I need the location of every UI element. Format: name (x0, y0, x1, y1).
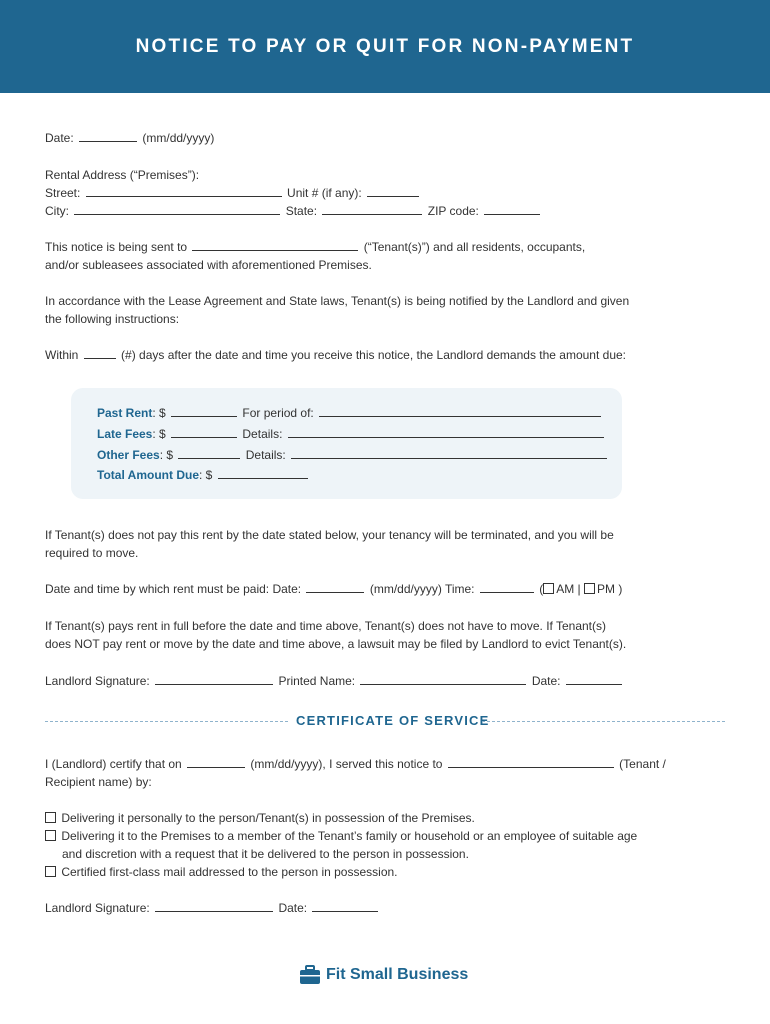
late-fees-details-field[interactable] (288, 425, 604, 438)
late-fees-row (97, 425, 606, 443)
past-rent-dollar: : $ (152, 406, 166, 420)
date-format: (mm/dd/yyyy) (142, 131, 215, 145)
within-suffix: (#) days after the date and time you receive this notice, the Landlord demands the amount due: (121, 348, 627, 362)
other-fees-field[interactable] (178, 446, 240, 459)
notice-suffix: (“Tenant(s)”) and all residents, occupants, (363, 240, 586, 254)
certificate-line-1 (45, 755, 666, 773)
notice-prefix: This notice is being sent to (45, 240, 188, 254)
service-option-1 (45, 809, 475, 827)
brand-logo (299, 965, 468, 985)
late-fees-field[interactable] (171, 425, 237, 438)
am-checkbox[interactable] (543, 583, 554, 594)
paren-open: ( (539, 582, 544, 596)
address-heading: Rental Address (“Premises”): (45, 168, 200, 182)
state-label: State: (285, 204, 318, 218)
unit-label: Unit # (if any): (287, 186, 362, 200)
certified-mail-checkbox[interactable] (45, 866, 56, 877)
late-fees-details-label: Details: (242, 427, 283, 441)
within-prefix: Within (45, 348, 79, 362)
state-field[interactable] (322, 202, 422, 215)
service-option-2-label: Delivering it to the Premises to a member of the Tenant’s family or household or an employee of suitable age (61, 829, 638, 843)
other-fees-label: Other Fees (97, 448, 160, 462)
cert-signature-field[interactable] (155, 899, 273, 912)
certify-suffix: (Tenant / (619, 757, 666, 771)
signature-date-label: Date: (531, 674, 561, 688)
zip-label: ZIP code: (427, 204, 479, 218)
document-title: NOTICE TO PAY OR QUIT FOR NON-PAYMENT (135, 35, 635, 57)
total-due-label: Total Amount Due (97, 468, 199, 482)
total-due-dollar: : $ (199, 468, 213, 482)
other-fees-details-label: Details: (245, 448, 286, 462)
landlord-signature-label: Landlord Signature: (45, 674, 150, 688)
date-field[interactable] (79, 129, 137, 142)
lawsuit-line-2: does NOT pay rent or move by the date and time above, a lawsuit may be filed by Landlord to evict Tenant(s). (45, 637, 627, 651)
accordance-line-1: In accordance with the Lease Agreement and State laws, Tenant(s) is being notified by the Landlord and given (45, 294, 630, 308)
terminate-line-1: If Tenant(s) does not pay this rent by the date stated below, your tenancy will be terminated, and you will be (45, 528, 614, 542)
certify-prefix: I (Landlord) certify that on (45, 757, 182, 771)
past-rent-label: Past Rent (97, 406, 153, 420)
header-banner (0, 0, 770, 93)
lawsuit-line-1: If Tenant(s) pays rent in full before the date and time above, Tenant(s) does not have to move. If Tenant(s) (45, 619, 606, 633)
deadline-line (45, 580, 622, 598)
city-field[interactable] (74, 202, 280, 215)
notice-line-2: and/or subleasees associated with aforementioned Premises. (45, 258, 372, 272)
past-rent-row (97, 404, 603, 422)
certificate-divider-right (482, 721, 725, 722)
brand-name: Fit Small Business (326, 966, 469, 983)
certificate-title: CERTIFICATE OF SERVICE (296, 713, 490, 728)
cert-date-label: Date: (278, 901, 308, 915)
printed-name-label: Printed Name: (278, 674, 356, 688)
certificate-line-2: Recipient name) by: (45, 775, 152, 789)
city-label: City: (45, 204, 69, 218)
other-fees-details-field[interactable] (291, 446, 607, 459)
tenant-name-field[interactable] (192, 238, 358, 251)
deadline-time-field[interactable] (480, 580, 534, 593)
printed-name-field[interactable] (360, 672, 526, 685)
total-due-field[interactable] (218, 466, 308, 479)
street-line (45, 184, 421, 202)
cert-signature-label: Landlord Signature: (45, 901, 150, 915)
service-option-3-label: Certified first-class mail addressed to the person in possession. (61, 865, 398, 879)
signature-line (45, 672, 624, 690)
pm-checkbox[interactable] (584, 583, 595, 594)
late-fees-label: Late Fees (97, 427, 153, 441)
total-due-row (97, 466, 310, 484)
certificate-divider-left (45, 721, 288, 722)
terminate-line-2: required to move. (45, 546, 139, 560)
am-label: AM | (556, 582, 581, 596)
personal-delivery-checkbox[interactable] (45, 812, 56, 823)
period-field[interactable] (319, 404, 601, 417)
unit-field[interactable] (367, 184, 419, 197)
within-line (45, 346, 626, 364)
deadline-prefix: Date and time by which rent must be paid: Date: (45, 582, 302, 596)
days-field[interactable] (84, 346, 116, 359)
other-fees-dollar: : $ (159, 448, 174, 462)
service-option-2-line-2: and discretion with a request that it be delivered to the person in possession. (62, 847, 469, 861)
signature-date-field[interactable] (566, 672, 622, 685)
notice-line-1 (45, 238, 585, 256)
premises-delivery-checkbox[interactable] (45, 830, 56, 841)
certify-middle: (mm/dd/yyyy), I served this notice to (250, 757, 443, 771)
zip-field[interactable] (484, 202, 540, 215)
date-line (45, 129, 214, 147)
past-rent-field[interactable] (171, 404, 237, 417)
briefcase-icon (299, 965, 321, 985)
service-option-3 (45, 863, 398, 881)
accordance-line-2: the following instructions: (45, 312, 180, 326)
deadline-date-field[interactable] (306, 580, 364, 593)
other-fees-row (97, 446, 609, 464)
landlord-signature-field[interactable] (155, 672, 273, 685)
pm-label: PM ) (596, 582, 623, 596)
certify-date-field[interactable] (187, 755, 245, 768)
service-option-1-label: Delivering it personally to the person/Tenant(s) in possession of the Premises. (61, 811, 475, 825)
for-period-label: For period of: (242, 406, 314, 420)
certificate-signature-line (45, 899, 380, 917)
recipient-field[interactable] (448, 755, 614, 768)
service-option-2 (45, 827, 637, 845)
city-line (45, 202, 542, 220)
date-label: Date: (45, 131, 74, 145)
late-fees-dollar: : $ (152, 427, 166, 441)
street-field[interactable] (86, 184, 282, 197)
cert-date-field[interactable] (312, 899, 378, 912)
deadline-format: (mm/dd/yyyy) Time: (369, 582, 475, 596)
street-label: Street: (45, 186, 81, 200)
